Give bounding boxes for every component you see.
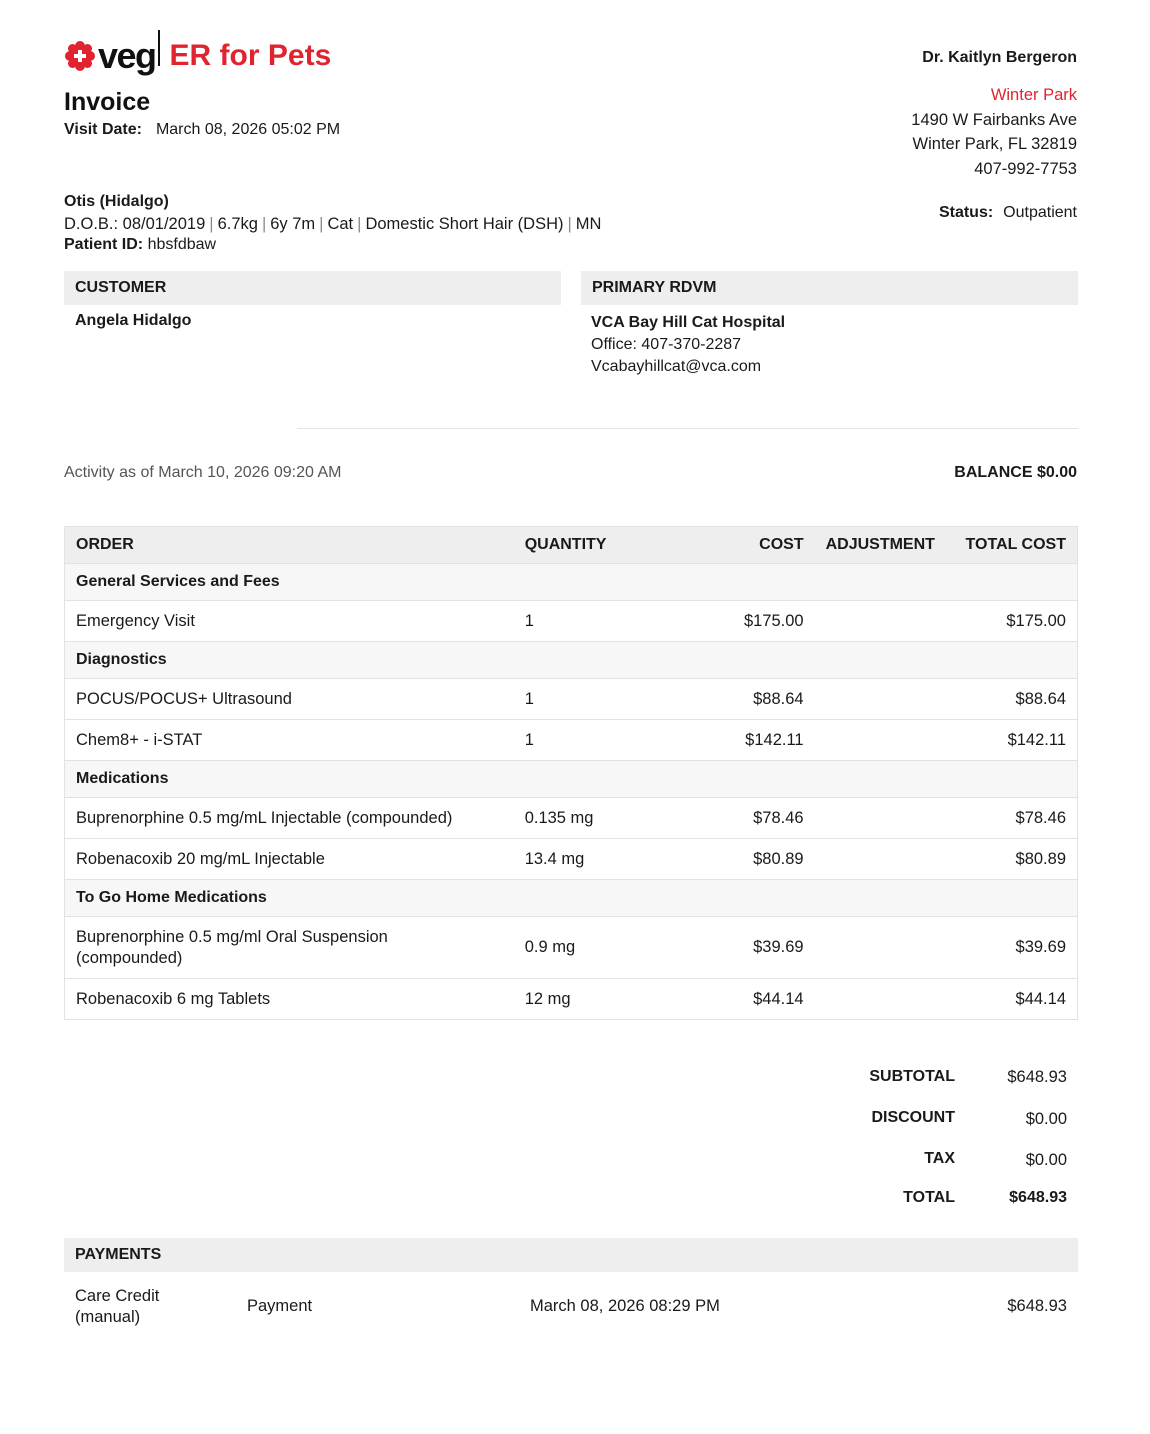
payment-amount: $648.93 [1007, 1297, 1067, 1315]
patient-dob: D.O.B.: 08/01/2019 [64, 215, 206, 233]
clinic-location: Winter Park [990, 86, 1077, 104]
item-cost: $80.89 [663, 839, 814, 880]
patient-id-label: Patient ID: [64, 236, 144, 253]
table-row [65, 720, 1078, 761]
discount-label: DISCOUNT [871, 1109, 955, 1126]
rdvm-email[interactable]: Vcabayhillcat@vca.com [591, 358, 762, 375]
payment-method: Care Credit (manual) [75, 1287, 160, 1326]
visit-status [939, 204, 1077, 222]
logo-divider [158, 30, 160, 66]
clinic-address-line1: 1490 W Fairbanks Ave [911, 110, 1077, 129]
item-adjustment [815, 798, 946, 839]
tax-value: $0.00 [1025, 1151, 1067, 1169]
orders-header-row [65, 527, 1078, 564]
table-row [65, 917, 1078, 979]
rdvm-details [591, 312, 785, 378]
item-order: POCUS/POCUS+ Ultrasound [65, 679, 514, 720]
table-row [65, 979, 1078, 1020]
item-quantity: 13.4 mg [514, 839, 664, 880]
balance: BALANCE $0.00 [954, 464, 1077, 481]
item-adjustment [815, 839, 946, 880]
item-order: Buprenorphine 0.5 mg/ml Oral Suspension (compounded) [65, 917, 514, 979]
category-name: To Go Home Medications [65, 880, 1078, 917]
orders-table [64, 526, 1078, 1020]
clinic-address-line2: Winter Park, FL 32819 [912, 135, 1077, 153]
subtotal-label: SUBTOTAL [869, 1068, 955, 1085]
paw-cross-icon [64, 40, 96, 72]
patient-age: 6y 7m [270, 215, 316, 233]
table-row [65, 601, 1078, 642]
patient-weight: 6.7kg [217, 215, 258, 233]
category-name: Medications [65, 761, 1078, 798]
item-order: Robenacoxib 20 mg/mL Injectable [65, 839, 514, 880]
status-value: Outpatient [1003, 204, 1077, 221]
item-total: $88.64 [946, 679, 1078, 720]
logo-wordmark: veg [98, 35, 156, 76]
patient-species: Cat [327, 215, 354, 233]
tax-label: TAX [924, 1150, 955, 1167]
patient-breed: Domestic Short Hair (DSH) [365, 215, 564, 233]
item-cost: $175.00 [663, 601, 814, 642]
visit-date-value: March 08, 2026 05:02 PM [155, 121, 341, 138]
col-quantity: QUANTITY [514, 527, 664, 564]
payments-heading: PAYMENTS [64, 1238, 1078, 1272]
category-row [65, 564, 1078, 601]
col-cost: COST [663, 527, 814, 564]
table-row [65, 679, 1078, 720]
table-row [65, 839, 1078, 880]
patient-id-value: hbsfdbaw [147, 236, 217, 253]
rdvm-heading: PRIMARY RDVM [581, 271, 1078, 305]
customer-heading: CUSTOMER [64, 271, 561, 305]
total-label: TOTAL [903, 1189, 955, 1206]
item-cost: $88.64 [663, 679, 814, 720]
item-adjustment [815, 679, 946, 720]
section-divider [297, 428, 1078, 429]
item-order: Buprenorphine 0.5 mg/mL Injectable (compounded) [65, 798, 514, 839]
category-name: General Services and Fees [65, 564, 1078, 601]
payment-type: Payment [247, 1297, 313, 1315]
doctor-name: Dr. Kaitlyn Bergeron [922, 49, 1077, 66]
item-total: $44.14 [946, 979, 1078, 1020]
item-adjustment [815, 979, 946, 1020]
item-cost: $142.11 [663, 720, 814, 761]
patient-id [64, 236, 216, 254]
category-name: Diagnostics [65, 642, 1078, 679]
item-quantity: 1 [514, 720, 664, 761]
patient-sex: MN [575, 215, 602, 233]
item-order: Emergency Visit [65, 601, 514, 642]
item-cost: $39.69 [663, 917, 814, 979]
clinic-address [911, 83, 1077, 181]
brand-logo [64, 26, 331, 86]
visit-date-label: Visit Date: [64, 121, 142, 138]
item-adjustment [815, 917, 946, 979]
payment-date: March 08, 2026 08:29 PM [530, 1297, 720, 1315]
patient-details: D.O.B.: 08/01/2019 | 6.7kg | 6y 7m | Cat | Domestic Short Hair (DSH) | MN [64, 215, 602, 233]
item-quantity: 1 [514, 601, 664, 642]
category-row [65, 761, 1078, 798]
category-row [65, 880, 1078, 917]
item-total: $39.69 [946, 917, 1078, 979]
item-order: Chem8+ - i-STAT [65, 720, 514, 761]
item-quantity: 1 [514, 679, 664, 720]
item-cost: $78.46 [663, 798, 814, 839]
page-title: Invoice [64, 88, 151, 116]
item-total: $142.11 [946, 720, 1078, 761]
item-total: $78.46 [946, 798, 1078, 839]
col-adjustment: ADJUSTMENT [815, 527, 946, 564]
discount-value: $0.00 [1025, 1110, 1067, 1128]
item-total: $80.89 [946, 839, 1078, 880]
col-order: ORDER [65, 527, 514, 564]
activity-timestamp: Activity as of March 10, 2026 09:20 AM [64, 464, 342, 481]
item-adjustment [815, 601, 946, 642]
item-cost: $44.14 [663, 979, 814, 1020]
total-value: $648.93 [1009, 1189, 1067, 1206]
table-row [65, 798, 1078, 839]
subtotal-value: $648.93 [1007, 1068, 1067, 1086]
col-total-cost: TOTAL COST [946, 527, 1078, 564]
customer-name: Angela Hidalgo [75, 312, 192, 329]
item-quantity: 12 mg [514, 979, 664, 1020]
logo-tagline: ER for Pets [169, 39, 332, 72]
item-quantity: 0.9 mg [514, 917, 664, 979]
visit-date [64, 121, 340, 139]
item-quantity: 0.135 mg [514, 798, 664, 839]
category-row [65, 642, 1078, 679]
status-label: Status: [938, 204, 994, 221]
clinic-phone: 407-992-7753 [974, 159, 1077, 178]
patient-name: Otis (Hidalgo) [64, 193, 169, 210]
item-adjustment [815, 720, 946, 761]
rdvm-name: VCA Bay Hill Cat Hospital [591, 314, 786, 331]
item-order: Robenacoxib 6 mg Tablets [65, 979, 514, 1020]
rdvm-office: Office: 407-370-2287 [591, 336, 742, 353]
item-total: $175.00 [946, 601, 1078, 642]
